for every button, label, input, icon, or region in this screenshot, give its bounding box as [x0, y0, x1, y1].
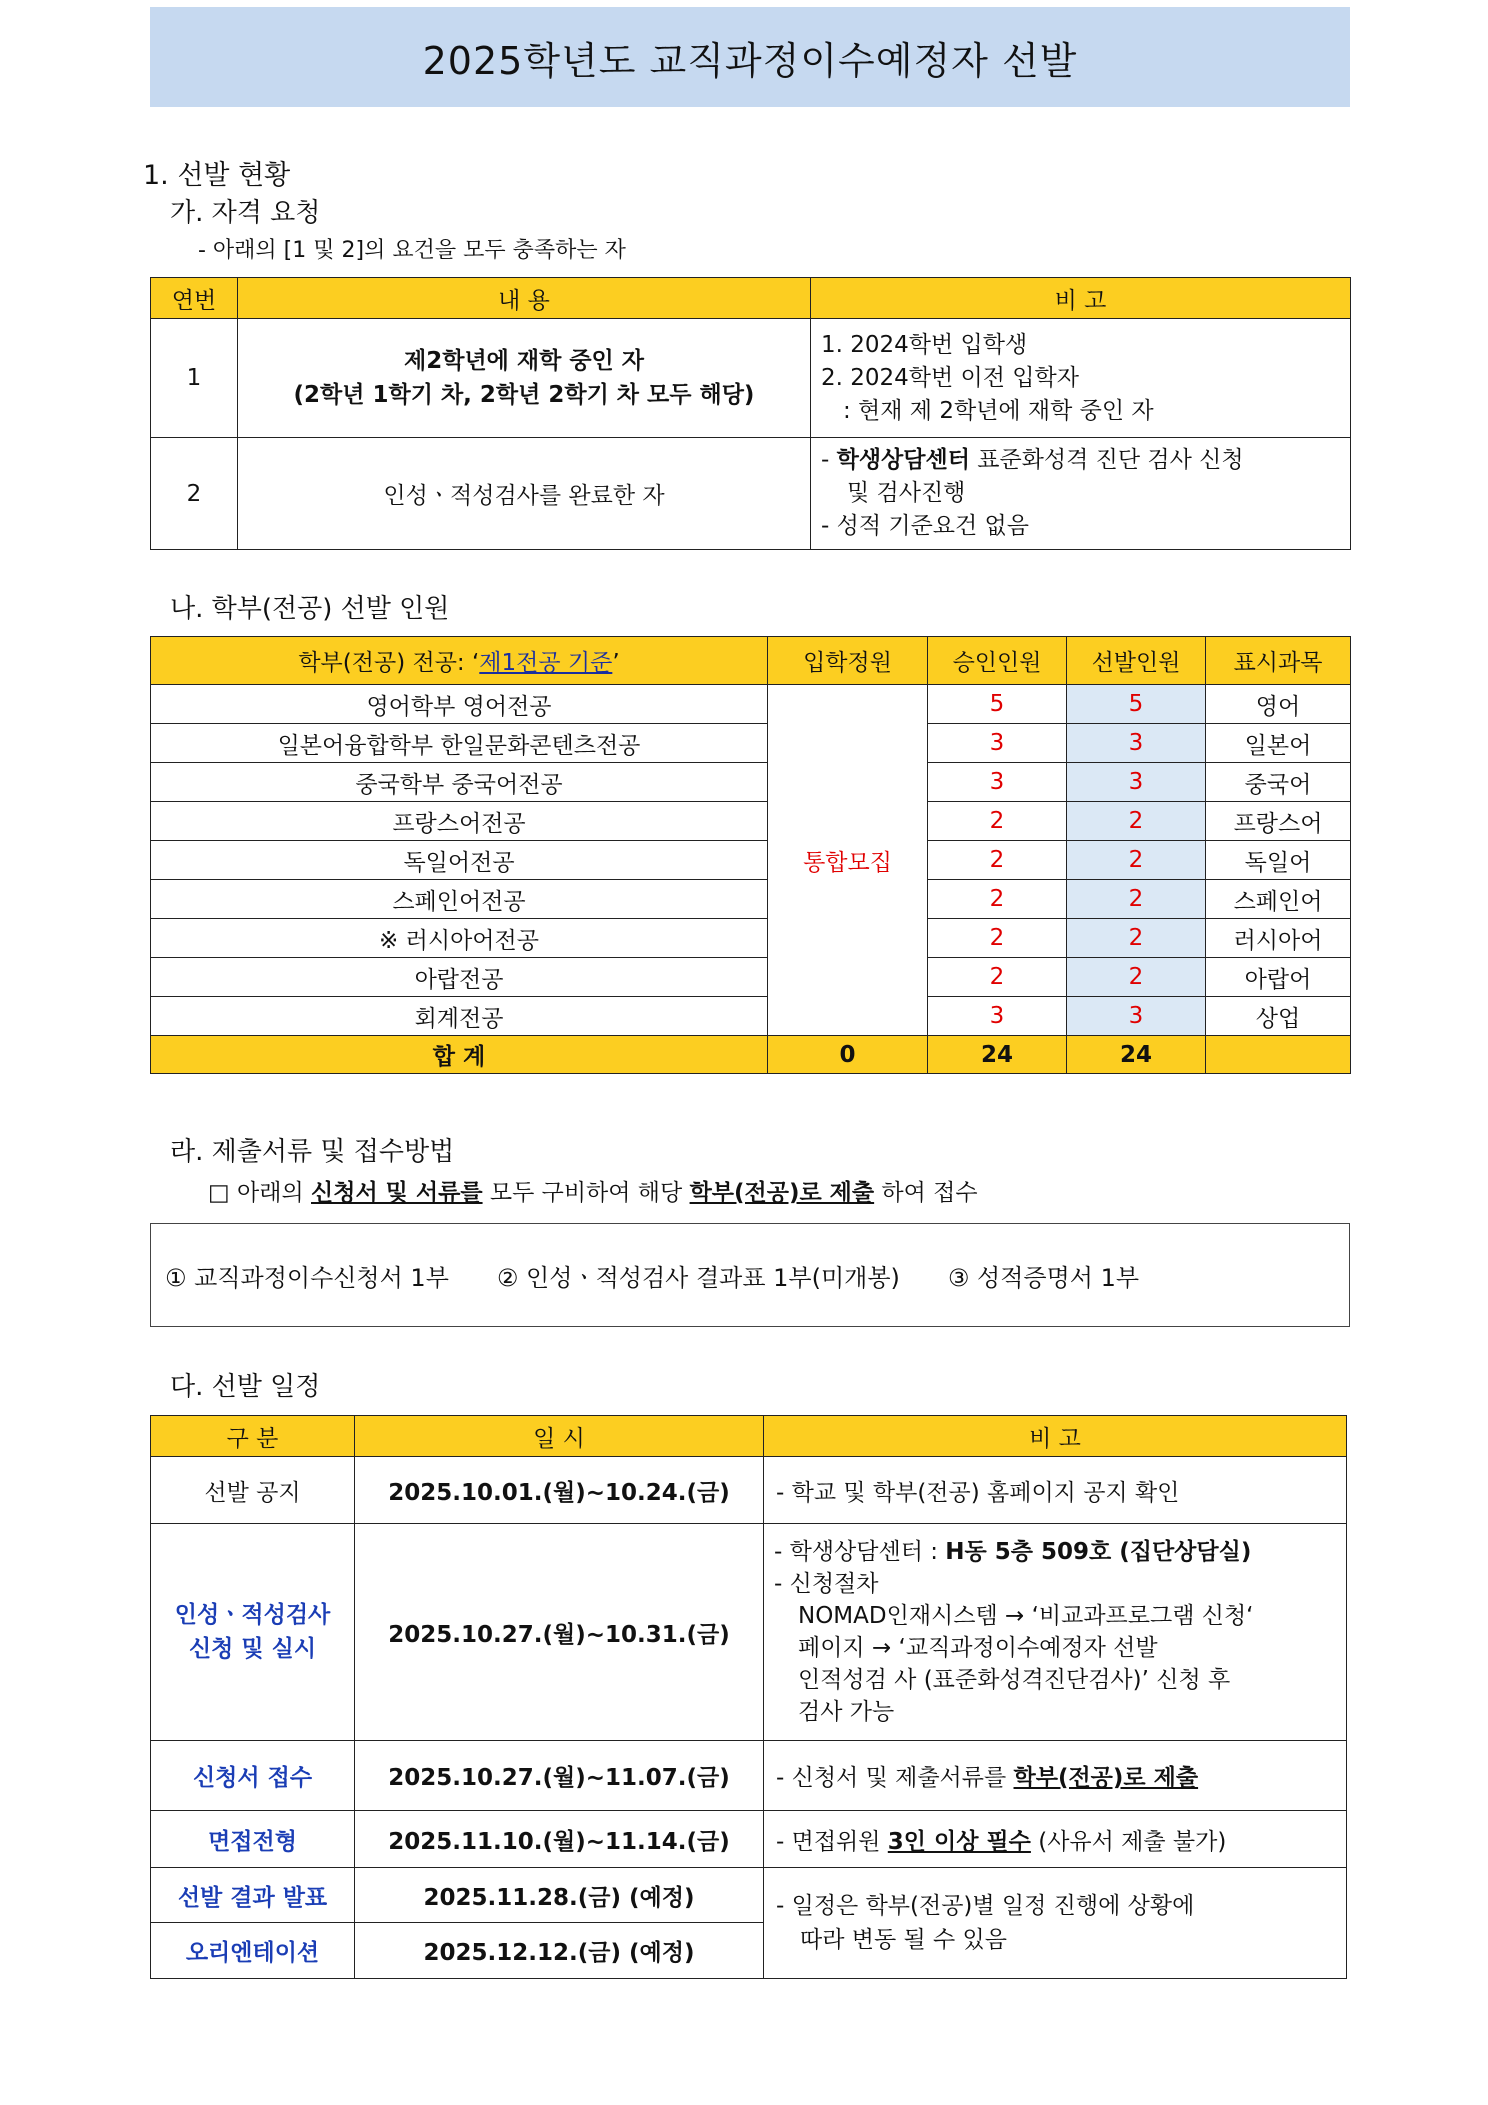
total-label: 합 계: [151, 1036, 768, 1074]
subsection-heading-ra: 라. 제출서류 및 접수방법: [170, 1137, 455, 1167]
major-name: 스페인어전공: [151, 880, 768, 919]
table-row: [151, 685, 1351, 724]
table-row: [151, 802, 1351, 841]
column-header: 승인인원: [928, 637, 1067, 685]
page-title: 2025학년도 교직과정이수예정자 선발: [150, 7, 1350, 107]
submission-instruction: □ 아래의 신청서 및 서류를 모두 구비하여 해당 학부(전공)로 제출 하여 접수: [208, 1180, 978, 1206]
subject-name: 영어: [1206, 685, 1351, 724]
column-header: 내 용: [238, 278, 811, 319]
table-row: [151, 724, 1351, 763]
document-item: ① 교직과정이수신청서 1부: [165, 1263, 449, 1292]
selected-count: 2: [1067, 958, 1206, 997]
first-major-link: 제1전공 기준: [479, 650, 613, 676]
schedule-note: - 면접위원 3인 이상 필수 (사유서 제출 불가): [764, 1811, 1347, 1868]
approved-count: 2: [928, 802, 1067, 841]
qualification-table: [150, 277, 1351, 550]
total-subject: [1206, 1036, 1351, 1074]
approved-count: 3: [928, 724, 1067, 763]
selected-count: 2: [1067, 880, 1206, 919]
selected-count: 2: [1067, 841, 1206, 880]
schedule-note: - 신청서 및 제출서류를 학부(전공)로 제출: [764, 1741, 1347, 1811]
major-name: 프랑스어전공: [151, 802, 768, 841]
table-row: [151, 997, 1351, 1036]
qualification-description: - 아래의 [1 및 2]의 요건을 모두 충족하는 자: [198, 238, 626, 263]
column-header: 선발인원: [1067, 637, 1206, 685]
schedule-date: 2025.11.28.(금) (예정): [355, 1868, 764, 1923]
column-header: 비 고: [764, 1416, 1347, 1457]
column-header: 일 시: [355, 1416, 764, 1457]
column-header: 입학정원: [768, 637, 928, 685]
document-list-box: [150, 1223, 1350, 1327]
approved-count: 2: [928, 958, 1067, 997]
section-heading: 1. 선발 현황: [143, 160, 291, 191]
table-row: [151, 438, 1351, 550]
schedule-note-merged: - 일정은 학부(전공)별 일정 진행에 상황에 따라 변동 될 수 있음: [764, 1868, 1347, 1979]
subject-name: 독일어: [1206, 841, 1351, 880]
table-row: [151, 880, 1351, 919]
major-name: ※ 러시아어전공: [151, 919, 768, 958]
subject-name: 일본어: [1206, 724, 1351, 763]
major-name: 독일어전공: [151, 841, 768, 880]
table-row: [151, 1457, 1347, 1524]
column-header: 구 분: [151, 1416, 355, 1457]
schedule-table: [150, 1415, 1347, 1979]
requirement-note: - 학생상담센터 표준화성격 진단 검사 신청 및 검사진행 - 성적 기준요건 없음: [811, 438, 1351, 550]
schedule-date: 2025.12.12.(금) (예정): [355, 1923, 764, 1979]
document-item: ③ 성적증명서 1부: [947, 1263, 1140, 1292]
subsection-heading-ga: 가. 자격 요청: [170, 198, 321, 228]
subject-name: 프랑스어: [1206, 802, 1351, 841]
quota-merged: 통합모집: [768, 685, 928, 1036]
schedule-note: - 학생상담센터 : H동 5층 509호 (집단상담실) - 신청절차 NOMAD인재시스템 → ‘비교과프로그램 신청‘ 페이지 → ‘교직과정이수예정자 선발 인적성검 사 (표준화성격진단검사)’ 신청 후 검사 가능: [764, 1524, 1347, 1741]
total-row: [151, 1036, 1351, 1074]
selected-count: 5: [1067, 685, 1206, 724]
column-header: 비 고: [811, 278, 1351, 319]
subsection-heading-da: 다. 선발 일정: [170, 1372, 321, 1402]
table-row: [151, 1524, 1347, 1741]
selected-count: 3: [1067, 724, 1206, 763]
subject-name: 상업: [1206, 997, 1351, 1036]
quota-table: [150, 636, 1351, 1074]
subject-name: 스페인어: [1206, 880, 1351, 919]
schedule-label: 선발 공지: [151, 1457, 355, 1524]
requirement-note: 1. 2024학번 입학생 2. 2024학번 이전 입학자 : 현재 제 2학년에 재학 중인 자: [811, 319, 1351, 438]
schedule-date: 2025.10.27.(월)~10.31.(금): [355, 1524, 764, 1741]
column-header: 연번: [151, 278, 238, 319]
major-name: 중국학부 중국어전공: [151, 763, 768, 802]
approved-count: 5: [928, 685, 1067, 724]
table-row: [151, 1868, 1347, 1923]
schedule-date: 2025.11.10.(월)~11.14.(금): [355, 1811, 764, 1868]
approved-count: 3: [928, 763, 1067, 802]
total-quota: 0: [768, 1036, 928, 1074]
schedule-label: 면접전형: [151, 1811, 355, 1868]
row-number: 2: [151, 438, 238, 550]
major-name: 영어학부 영어전공: [151, 685, 768, 724]
selected-count: 3: [1067, 997, 1206, 1036]
schedule-label: 선발 결과 발표: [151, 1868, 355, 1923]
approved-count: 2: [928, 841, 1067, 880]
subsection-heading-na: 나. 학부(전공) 선발 인원: [170, 594, 450, 624]
table-row: [151, 319, 1351, 438]
approved-count: 2: [928, 880, 1067, 919]
major-name: 아랍전공: [151, 958, 768, 997]
schedule-date: 2025.10.01.(월)~10.24.(금): [355, 1457, 764, 1524]
table-row: [151, 763, 1351, 802]
schedule-label: 오리엔테이션: [151, 1923, 355, 1979]
selected-count: 3: [1067, 763, 1206, 802]
schedule-note: - 학교 및 학부(전공) 홈페이지 공지 확인: [764, 1457, 1347, 1524]
document-item: ② 인성ㆍ적성검사 결과표 1부(미개봉): [496, 1263, 900, 1292]
schedule-date: 2025.10.27.(월)~11.07.(금): [355, 1741, 764, 1811]
subject-name: 러시아어: [1206, 919, 1351, 958]
total-selected: 24: [1067, 1036, 1206, 1074]
requirement-content: 인성ㆍ적성검사를 완료한 자: [238, 438, 811, 550]
schedule-label: 인성ㆍ적성검사 신청 및 실시: [151, 1524, 355, 1741]
subject-name: 중국어: [1206, 763, 1351, 802]
major-name: 일본어융합학부 한일문화콘텐츠전공: [151, 724, 768, 763]
table-row: [151, 841, 1351, 880]
table-row: [151, 1811, 1347, 1868]
approved-count: 2: [928, 919, 1067, 958]
approved-count: 3: [928, 997, 1067, 1036]
requirement-content: 제2학년에 재학 중인 자 (2학년 1학기 차, 2학년 2학기 차 모두 해당): [238, 319, 811, 438]
table-row: [151, 919, 1351, 958]
schedule-label: 신청서 접수: [151, 1741, 355, 1811]
subject-name: 아랍어: [1206, 958, 1351, 997]
column-header: 표시과목: [1206, 637, 1351, 685]
total-approved: 24: [928, 1036, 1067, 1074]
table-row: [151, 958, 1351, 997]
major-name: 회계전공: [151, 997, 768, 1036]
selected-count: 2: [1067, 919, 1206, 958]
table-row: [151, 1741, 1347, 1811]
selected-count: 2: [1067, 802, 1206, 841]
row-number: 1: [151, 319, 238, 438]
column-header-major: 학부(전공) 전공: ‘제1전공 기준’: [151, 637, 768, 685]
